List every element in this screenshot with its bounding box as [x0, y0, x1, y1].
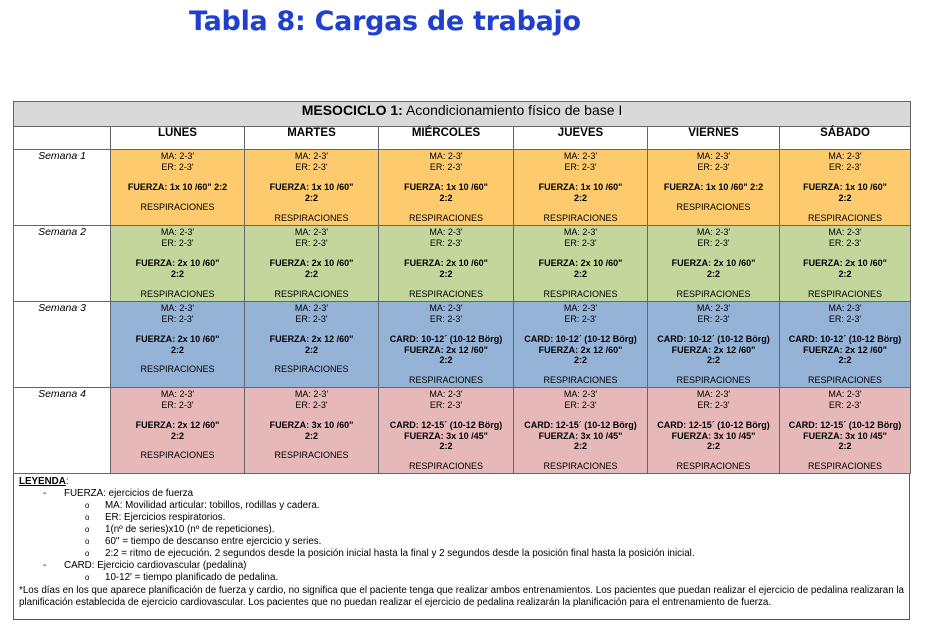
mesociclo-header: [14, 102, 911, 127]
respiraciones-label: RESPIRACIONES: [808, 375, 883, 386]
exercise-line: FUERZA: 3x 10 /45": [803, 430, 887, 441]
exercise-line: CARD: 12-15´ (10-12 Börg): [524, 420, 637, 431]
exercise-line: 2:2: [706, 355, 720, 366]
respiraciones-label: RESPIRACIONES: [408, 213, 484, 224]
exercise-line: 2:2: [706, 268, 720, 279]
exercise-line: 2:2: [706, 441, 720, 452]
ma-value: MA: 2-3': [429, 303, 463, 313]
er-value: ER: 2-3': [161, 161, 194, 172]
ma-value: MA: 2-3': [563, 151, 598, 161]
exercise-line: FUERZA: 2x 12 /60": [404, 344, 488, 355]
respiraciones-label: RESPIRACIONES: [543, 289, 618, 300]
ma-value: MA: 2-3': [160, 151, 195, 161]
er-value: ER: 2-3': [828, 161, 862, 172]
session-content: [780, 388, 910, 473]
day-cell: [648, 226, 780, 302]
exercise-line: FUERZA: 2x 10 /60": [671, 258, 756, 269]
respiraciones-label: RESPIRACIONES: [676, 461, 751, 472]
bullet-marker: o: [85, 549, 90, 558]
ma-value: MA: 2-3': [294, 227, 329, 237]
day-cell: [111, 388, 245, 474]
bullet-marker: o: [85, 513, 90, 522]
legend-item-text: 60'' = tiempo de descanso entre ejercicio y series.: [105, 536, 322, 547]
day-cell: [245, 226, 379, 302]
exercise-line: 2:2: [304, 192, 318, 203]
exercise-line: 2:2: [170, 430, 184, 441]
exercise-line: FUERZA: 2x 10 /60": [404, 258, 488, 269]
exercise-line: FUERZA: 2x 12 /60": [135, 420, 220, 431]
respiraciones-label: RESPIRACIONES: [140, 201, 215, 212]
exercise-line: FUERZA: 2x 10 /60": [269, 258, 354, 269]
respiraciones-label: RESPIRACIONES: [676, 201, 751, 212]
er-value: ER: 2-3': [828, 399, 862, 410]
workload-table: [13, 101, 911, 474]
exercise-line: FUERZA: 1x 10 /60": [404, 182, 488, 193]
er-value: ER: 2-3': [564, 161, 597, 172]
respiraciones-label: RESPIRACIONES: [140, 364, 215, 375]
week-row: [14, 226, 911, 302]
exercise-line: FUERZA: 1x 10 /60" 2:2: [127, 182, 228, 193]
week-label: Semana 3: [14, 302, 111, 388]
session-content: [514, 150, 647, 225]
legend-item-text: ER: Ejercicios respiratorios.: [105, 512, 226, 523]
exercise-line: FUERZA: 2x 10 /60": [135, 334, 220, 345]
exercise-line: FUERZA: 1x 10 /60": [538, 182, 623, 193]
er-value: ER: 2-3': [828, 313, 862, 324]
er-value: ER: 2-3': [564, 399, 597, 410]
session-content: [648, 388, 779, 473]
legend-fuerza: [19, 488, 904, 500]
ma-value: MA: 2-3': [696, 151, 731, 161]
day-cell: [514, 388, 648, 474]
ma-value: MA: 2-3': [828, 227, 862, 237]
er-value: ER: 2-3': [161, 237, 194, 248]
exercise-line: FUERZA: 2x 10 /60": [538, 258, 623, 269]
week-label: Semana 1: [14, 150, 111, 226]
exercise-line: FUERZA: 3x 10 /60": [269, 420, 354, 431]
respiraciones-label: RESPIRACIONES: [808, 461, 883, 472]
exercise-line: 2:2: [439, 355, 453, 366]
week-row: [14, 150, 911, 226]
exercise-line: 2:2: [573, 192, 587, 203]
session-content: [648, 302, 779, 387]
respiraciones-label: RESPIRACIONES: [543, 461, 618, 472]
legend: LEYENDA: - FUERZA: ejercicios de fuerza o MA: Movilidad articular: tobillos, rodillas y cadera. o ER: Ejercicios respiratorios. o 1(nº de series)x10 (nº de repeticiones). o 60'' = tiempo de descanso entre ejercicio y series. o 2:2 = ritmo de ejecución. 2 segundos desde la posición inicial hasta la final y 2 segundos desde la posición final hasta la posición inicial. - CARD: Ejercicio cardiovascular (pedalina) o 10-12' = tiempo planificado de pedalina. *Los días en los que aparece planificación de fuerza y cardio, no significa que el paciente tenga que realizar ambos entrenamientos. Los pacientes que puedan realizar el ejercicio de pedalina realizaran la planificación establecida de ejercicio cardiovascular. Los pacientes que no puedan realizar el ejercicio de pedalina realizarán la planificación para el entrenamiento de fuerza.: [19, 476, 905, 608]
legend-item-text: MA: Movilidad articular: tobillos, rodillas y cadera.: [105, 500, 320, 511]
legend-fuerza-text: FUERZA: ejercicios de fuerza: [64, 488, 194, 499]
legend-item: [19, 500, 904, 512]
day-header: LUNES: [111, 127, 245, 150]
day-cell: [514, 150, 648, 226]
er-value: ER: 2-3': [697, 161, 730, 172]
er-value: ER: 2-3': [295, 313, 328, 324]
respiraciones-label: RESPIRACIONES: [274, 450, 349, 461]
legend-item: [19, 524, 904, 536]
session-content: [780, 226, 910, 301]
legend-item: [19, 548, 904, 560]
exercise-line: 2:2: [304, 344, 318, 355]
exercise-line: FUERZA: 2x 12 /60": [538, 344, 623, 355]
legend-item-text: 1(nº de series)x10 (nº de repeticiones).: [105, 524, 275, 535]
exercise-line: FUERZA: 2x 10 /60": [803, 258, 887, 269]
day-cell: [648, 388, 780, 474]
exercise-line: 2:2: [573, 355, 587, 366]
er-value: ER: 2-3': [429, 399, 463, 410]
day-cell: [111, 302, 245, 388]
session-content: [780, 150, 910, 225]
respiraciones-label: RESPIRACIONES: [543, 375, 618, 386]
day-header: MARTES: [245, 127, 379, 150]
bullet-marker: o: [85, 525, 90, 534]
respiraciones-label: RESPIRACIONES: [676, 289, 751, 300]
exercise-line: 2:2: [838, 355, 852, 366]
respiraciones-label: RESPIRACIONES: [274, 364, 349, 375]
er-value: ER: 2-3': [161, 313, 194, 324]
exercise-line: CARD: 10-12´ (10-12 Börg): [788, 334, 902, 345]
exercise-line: 2:2: [573, 268, 587, 279]
er-value: ER: 2-3': [697, 237, 730, 248]
respiraciones-label: RESPIRACIONES: [808, 289, 883, 300]
session-content: [245, 302, 378, 387]
ma-value: MA: 2-3': [696, 303, 731, 313]
er-value: ER: 2-3': [295, 161, 328, 172]
exercise-line: FUERZA: 1x 10 /60" 2:2: [663, 182, 764, 193]
er-value: ER: 2-3': [564, 313, 597, 324]
exercise-line: 2:2: [439, 268, 453, 279]
ma-value: MA: 2-3': [828, 303, 862, 313]
session-content: [514, 388, 647, 473]
session-content: [780, 302, 910, 387]
ma-value: MA: 2-3': [160, 389, 195, 399]
day-header-row: [14, 127, 911, 150]
session-content: [111, 150, 244, 225]
er-value: ER: 2-3': [295, 237, 328, 248]
er-value: ER: 2-3': [295, 399, 328, 410]
ma-value: MA: 2-3': [563, 303, 598, 313]
ma-value: MA: 2-3': [696, 227, 731, 237]
session-content: [245, 150, 378, 225]
exercise-line: 2:2: [838, 441, 852, 452]
week-label: Semana 2: [14, 226, 111, 302]
day-cell: [379, 150, 514, 226]
session-content: [111, 226, 244, 301]
respiraciones-label: RESPIRACIONES: [274, 289, 349, 300]
ma-value: MA: 2-3': [563, 389, 598, 399]
exercise-line: FUERZA: 2x 10 /60": [135, 258, 220, 269]
exercise-line: FUERZA: 3x 10 /45": [671, 430, 756, 441]
exercise-line: 2:2: [439, 192, 453, 203]
legend-card-items: [19, 572, 904, 584]
session-content: [379, 388, 513, 473]
respiraciones-label: RESPIRACIONES: [408, 289, 484, 300]
legend-item: [19, 572, 904, 584]
respiraciones-label: RESPIRACIONES: [676, 375, 751, 386]
ma-value: MA: 2-3': [429, 151, 463, 161]
exercise-line: FUERZA: 1x 10 /60": [803, 182, 887, 193]
day-header: MIÉRCOLES: [379, 127, 514, 150]
day-cell: [379, 388, 514, 474]
session-content: [379, 150, 513, 225]
er-value: ER: 2-3': [697, 313, 730, 324]
session-content: [111, 388, 244, 473]
ma-value: MA: 2-3': [160, 303, 195, 313]
ma-value: MA: 2-3': [828, 389, 862, 399]
session-content: [379, 302, 513, 387]
exercise-line: FUERZA: 2x 12 /60": [803, 344, 887, 355]
day-header: JUEVES: [514, 127, 648, 150]
session-content: [514, 302, 647, 387]
exercise-line: 2:2: [170, 268, 184, 279]
exercise-line: FUERZA: 1x 10 /60": [269, 182, 354, 193]
exercise-line: CARD: 10-12´ (10-12 Börg): [524, 334, 637, 345]
day-cell: [514, 302, 648, 388]
ma-value: MA: 2-3': [429, 227, 463, 237]
day-cell: [780, 226, 911, 302]
exercise-line: 2:2: [304, 430, 318, 441]
mesociclo-desc: Acondicionamiento físico de base I: [405, 102, 623, 118]
day-header: VIERNES: [648, 127, 780, 150]
exercise-line: FUERZA: 2x 12 /60": [269, 334, 354, 345]
respiraciones-label: RESPIRACIONES: [408, 461, 484, 472]
dash-marker: -: [43, 488, 47, 499]
mesociclo-label: MESOCICLO 1:: [301, 102, 403, 118]
bullet-marker: o: [85, 501, 90, 510]
exercise-line: CARD: 10-12´ (10-12 Börg): [657, 334, 770, 345]
ma-value: MA: 2-3': [294, 151, 329, 161]
legend-item: [19, 512, 904, 524]
ma-value: MA: 2-3': [696, 389, 731, 399]
ma-value: MA: 2-3': [160, 227, 195, 237]
exercise-line: CARD: 12-15´ (10-12 Börg): [389, 420, 503, 431]
legend-note: *Los días en los que aparece planificación de fuerza y cardio, no significa que el paciente tenga que realizar ambos entrenamientos. Los pacientes que puedan realizar el ejercicio de pedalina realizaran la planificación establecida de ejercicio cardiovascular. Los pacientes que no puedan realizar el ejercicio de pedalina realizarán la planificación para el entrenamiento de fuerza.: [19, 585, 905, 608]
day-cell: [245, 150, 379, 226]
session-content: [648, 226, 779, 301]
exercise-line: CARD: 12-15´ (10-12 Börg): [657, 420, 770, 431]
exercise-line: FUERZA: 2x 12 /60": [671, 344, 756, 355]
dash-marker: -: [43, 560, 47, 571]
day-header: SÁBADO: [780, 127, 911, 150]
session-content: [379, 226, 513, 301]
exercise-line: CARD: 12-15´ (10-12 Börg): [788, 420, 902, 431]
day-cell: [245, 302, 379, 388]
day-cell: [780, 388, 911, 474]
day-cell: [780, 150, 911, 226]
day-cell: [514, 226, 648, 302]
er-value: ER: 2-3': [697, 399, 730, 410]
legend-heading: LEYENDA: [19, 476, 66, 487]
table-title: Tabla 8: Cargas de trabajo: [189, 6, 581, 37]
day-cell: [245, 388, 379, 474]
legend-fuerza-items: [19, 500, 904, 560]
respiraciones-label: RESPIRACIONES: [408, 375, 484, 386]
er-value: ER: 2-3': [429, 237, 463, 248]
ma-value: MA: 2-3': [294, 389, 329, 399]
exercise-line: CARD: 10-12´ (10-12 Börg): [389, 334, 503, 345]
legend-item-text: 10-12' = tiempo planificado de pedalina.: [105, 572, 279, 583]
er-value: ER: 2-3': [161, 399, 194, 410]
exercise-line: FUERZA: 3x 10 /45": [404, 430, 488, 441]
exercise-line: 2:2: [439, 441, 453, 452]
ma-value: MA: 2-3': [429, 389, 463, 399]
legend-card-text: CARD: Ejercicio cardiovascular (pedalina): [64, 560, 247, 571]
respiraciones-label: RESPIRACIONES: [140, 289, 215, 300]
exercise-line: 2:2: [838, 268, 852, 279]
exercise-line: 2:2: [304, 268, 318, 279]
week-row: [14, 388, 911, 474]
week-label: Semana 4: [14, 388, 111, 474]
bullet-marker: o: [85, 537, 90, 546]
day-cell: [648, 150, 780, 226]
exercise-line: FUERZA: 3x 10 /45": [538, 430, 623, 441]
day-cell: [379, 226, 514, 302]
ma-value: MA: 2-3': [563, 227, 598, 237]
respiraciones-label: RESPIRACIONES: [140, 450, 215, 461]
bullet-marker: o: [85, 573, 90, 582]
er-value: ER: 2-3': [429, 313, 463, 324]
legend-item-text: 2:2 = ritmo de ejecución. 2 segundos desde la posición inicial hasta la final y 2 segundos desde la posición final hasta la posición inicial.: [105, 548, 695, 559]
respiraciones-label: RESPIRACIONES: [808, 213, 883, 224]
ma-value: MA: 2-3': [294, 303, 329, 313]
ma-value: MA: 2-3': [828, 151, 862, 161]
respiraciones-label: RESPIRACIONES: [274, 213, 349, 224]
session-content: [514, 226, 647, 301]
legend-item: [19, 536, 904, 548]
session-content: [648, 150, 779, 225]
exercise-line: 2:2: [838, 192, 852, 203]
legend-card: [19, 560, 904, 572]
session-content: [111, 302, 244, 387]
day-cell: [111, 226, 245, 302]
day-cell: [379, 302, 514, 388]
exercise-line: 2:2: [573, 441, 587, 452]
exercise-line: 2:2: [170, 344, 184, 355]
er-value: ER: 2-3': [564, 237, 597, 248]
respiraciones-label: RESPIRACIONES: [543, 213, 618, 224]
week-row: [14, 302, 911, 388]
day-cell: [648, 302, 780, 388]
session-content: [245, 388, 378, 473]
er-value: ER: 2-3': [828, 237, 862, 248]
corner-cell: [14, 127, 111, 150]
er-value: ER: 2-3': [429, 161, 463, 172]
day-cell: [780, 302, 911, 388]
session-content: [245, 226, 378, 301]
day-cell: [111, 150, 245, 226]
